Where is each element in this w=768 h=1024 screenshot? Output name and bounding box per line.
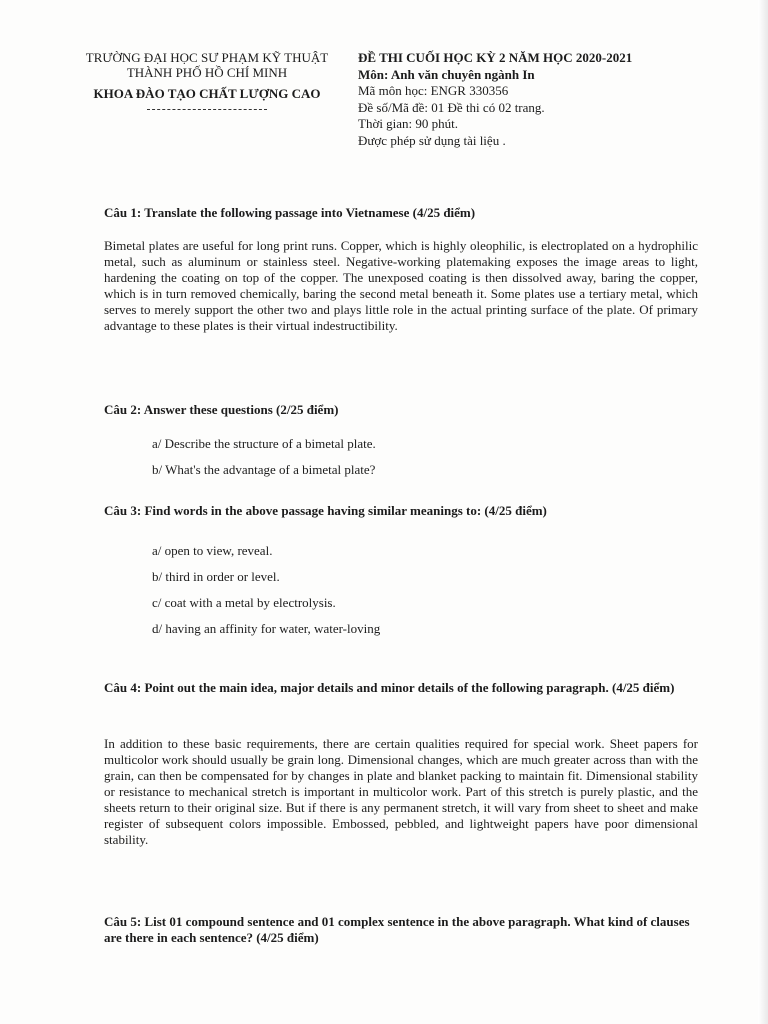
page-edge-shadow xyxy=(758,0,768,1024)
question-4-passage: In addition to these basic requirements, there are certain qualities required for special work. Sheet papers for multicolor work should usually be grain long. Dimensional changes, which are much greater across than with the grain, can then be compensated for by changes in plate and blanket packing to maintain fit. Dimensional stability or resistance to mechanical stretch is important in multicolor work. Part of this stretch is purely plastic, and the sheets return to their original size. But if there is any permanent stretch, it will vary from sheet to sheet and make register of subsequent colors impossible. Embossed, pebbled, and lightweight papers have poor dimensional stability. xyxy=(104,736,698,847)
question-3-item-b: b/ third in order or level. xyxy=(152,569,280,584)
question-5-title: Câu 5: List 01 compound sentence and 01 complex sentence in the above paragraph. What kind of clauses are there in each sentence? (4/25 điểm) xyxy=(104,914,690,945)
question-2-items xyxy=(152,436,692,488)
school-name-line1: TRƯỜNG ĐẠI HỌC SƯ PHẠM KỸ THUẬT xyxy=(85,50,329,65)
question-3-item-c: c/ coat with a metal by electrolysis. xyxy=(152,595,336,610)
subject-name: Môn: Anh văn chuyên ngành In xyxy=(358,66,535,82)
header-exam-info xyxy=(358,50,728,149)
exam-title: ĐỀ THI CUỐI HỌC KỲ 2 NĂM HỌC 2020-2021 xyxy=(358,50,633,65)
exam-duration: Thời gian: 90 phút. xyxy=(358,116,459,131)
question-3-title: Câu 3: Find words in the above passage having similar meanings to: (4/25 điểm) xyxy=(104,503,547,518)
question-4-title: Câu 4: Point out the main idea, major details and minor details of the following paragraph. (4/25 điểm) xyxy=(104,680,675,695)
question-3-item-d: d/ having an affinity for water, water-loving xyxy=(152,621,381,636)
question-2-title: Câu 2: Answer these questions (2/25 điểm) xyxy=(104,402,339,417)
faculty-name: KHOA ĐÀO TẠO CHẤT LƯỢNG CAO xyxy=(93,86,321,101)
materials-note: Được phép sử dụng tài liệu . xyxy=(358,132,506,148)
school-name-line2: THÀNH PHỐ HỒ CHÍ MINH xyxy=(126,65,288,80)
question-2-item-a: a/ Describe the structure of a bimetal plate. xyxy=(152,436,376,451)
question-3-items xyxy=(152,543,692,647)
question-1-passage: Bimetal plates are useful for long print runs. Copper, which is highly oleophilic, is electroplated on a hydrophilic metal, such as aluminum or stainless steel. Negative-working platemaking exposes the image areas to light, hardening the coating on top of the copper. The unexposed coating is then dissolved away, baring the copper, which is in turn removed chemically, baring the second metal beneath it. Some plates use a tertiary metal, which serves to merely support the other two and plays little role in the actual printing surface of the plate. Of primary advantage to these plates is their virtual indestructibility. xyxy=(104,238,698,333)
question-1-title: Câu 1: Translate the following passage into Vietnamese (4/25 điểm) xyxy=(104,205,476,220)
header-institution xyxy=(62,50,352,110)
question-3-item-a: a/ open to view, reveal. xyxy=(152,543,273,558)
question-2-item-b: b/ What's the advantage of a bimetal plate? xyxy=(152,462,376,477)
exam-code: Đề số/Mã đề: 01 Đề thi có 02 trang. xyxy=(358,99,545,115)
subject-code: Mã môn học: ENGR 330356 xyxy=(358,83,509,98)
header-separator xyxy=(147,109,267,110)
